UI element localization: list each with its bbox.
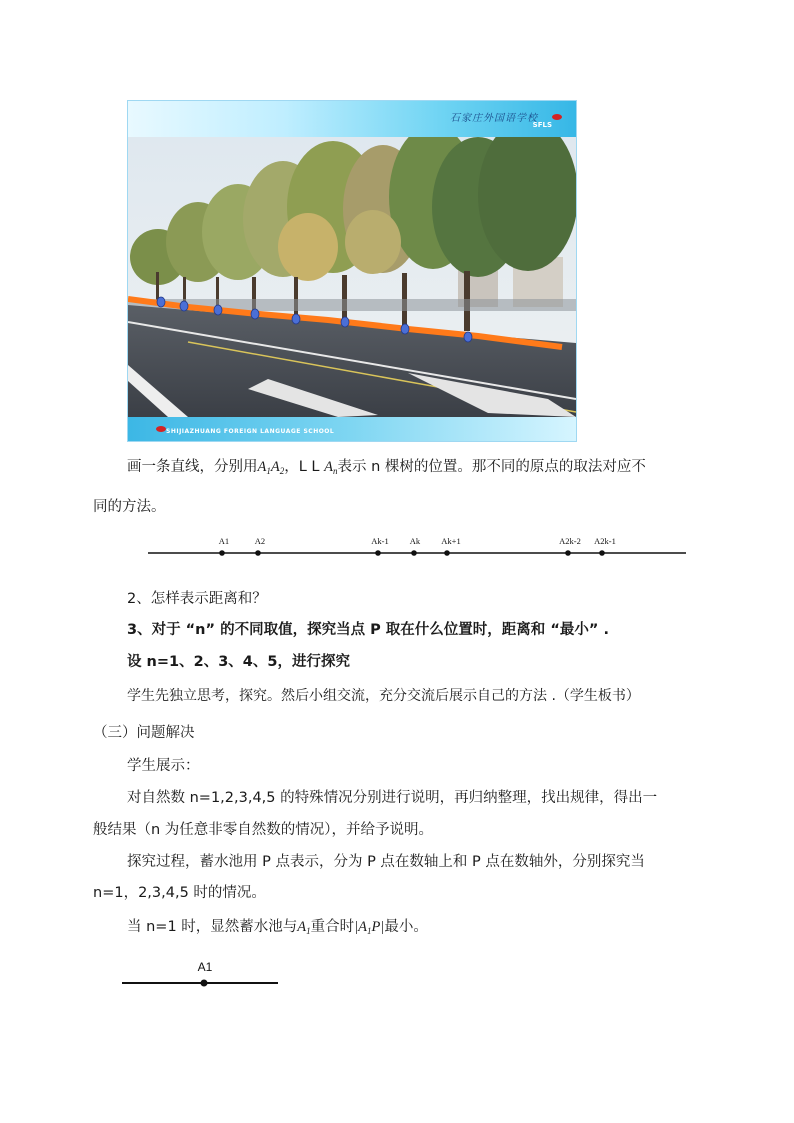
formula-A1-point: $A_1$ [297, 919, 311, 936]
school-name-cn: 石家庄外国语学校 [450, 113, 538, 124]
label-A1: A1 [197, 960, 213, 974]
point-A2k-2 [565, 550, 571, 556]
process-line1: 探究过程，蓄水池用 P 点表示，分为 P 点在数轴上和 P 点在数轴外，分别探究当 [127, 854, 645, 870]
point-A1 [219, 550, 225, 556]
school-name-en: SHIJIAZHUANG FOREIGN LANGUAGE SCHOOL [166, 428, 335, 435]
label-Ak: Ak [409, 536, 421, 546]
point-Ak [411, 550, 417, 556]
intro-text-ellipsis: ，L L [284, 459, 320, 475]
student-show: 学生展示： [127, 758, 200, 774]
point-A2 [255, 550, 261, 556]
student-activity: 学生先独立思考，探究。然后小组交流，充分交流后展示自己的方法 .（学生板书） [127, 688, 640, 704]
label-Ak-1: Ak-1 [371, 536, 389, 546]
number-line-n1 [118, 955, 288, 995]
case-text-mid: 重合时 [310, 919, 355, 935]
case-text-before: 当 n=1 时，显然蓄水池与 [127, 919, 298, 935]
explanation-line2: 般结果（n 为任意非零自然数的情况），并给予说明。 [93, 822, 434, 838]
intro-paragraph-line1 [127, 457, 646, 481]
intro-paragraph-line2: 同的方法。 [93, 499, 166, 515]
road-scene-photo [128, 137, 576, 417]
point-Ak+1 [444, 550, 450, 556]
section-heading-problem-solving: （三）问题解决 [93, 725, 195, 741]
footer-logo-icon [156, 426, 166, 432]
formula-An: $A_n$ [324, 459, 338, 476]
intro-text-before: 画一条直线，分别用 [127, 459, 258, 475]
formula-A2: $A_2$ [270, 459, 285, 476]
label-Ak+1: Ak+1 [441, 536, 461, 546]
formula-abs-A1P: $|A_1P|$ [354, 919, 385, 936]
explanation-line1: 对自然数 n=1,2,3,4,5 的特殊情况分别进行说明，再归纳整理，找出规律，得出一 [127, 790, 658, 806]
point-A2k-1 [599, 550, 605, 556]
label-A2: A2 [254, 536, 266, 546]
label-A2k-1: A2k-1 [594, 536, 616, 546]
number-line-trees [140, 530, 690, 580]
question-3: 3、对于 “n” 的不同取值，探究当点 P 取在什么位置时，距离和 “最小” . [127, 622, 609, 638]
label-A1: A1 [218, 536, 230, 546]
intro-text-after: 表示 n 棵树的位置。那不同的原点的取法对应不 [337, 459, 646, 475]
school-abbr: SFLS [532, 121, 552, 129]
road-photo-slide [127, 100, 577, 442]
question-2: 2、怎样表示距离和？ [127, 591, 267, 607]
point-Ak-1 [375, 550, 381, 556]
label-A2k-2: A2k-2 [559, 536, 581, 546]
process-line2: n=1，2,3,4,5 时的情况。 [93, 885, 266, 901]
setting-n-values: 设 n=1、2、3、4、5，进行探究 [127, 654, 350, 670]
formula-A1: $A_1$ [257, 459, 271, 476]
case-n1-sentence [127, 917, 428, 941]
point-A1 [201, 980, 208, 987]
case-text-after: 最小。 [384, 919, 428, 935]
school-logo-icon [552, 114, 562, 120]
